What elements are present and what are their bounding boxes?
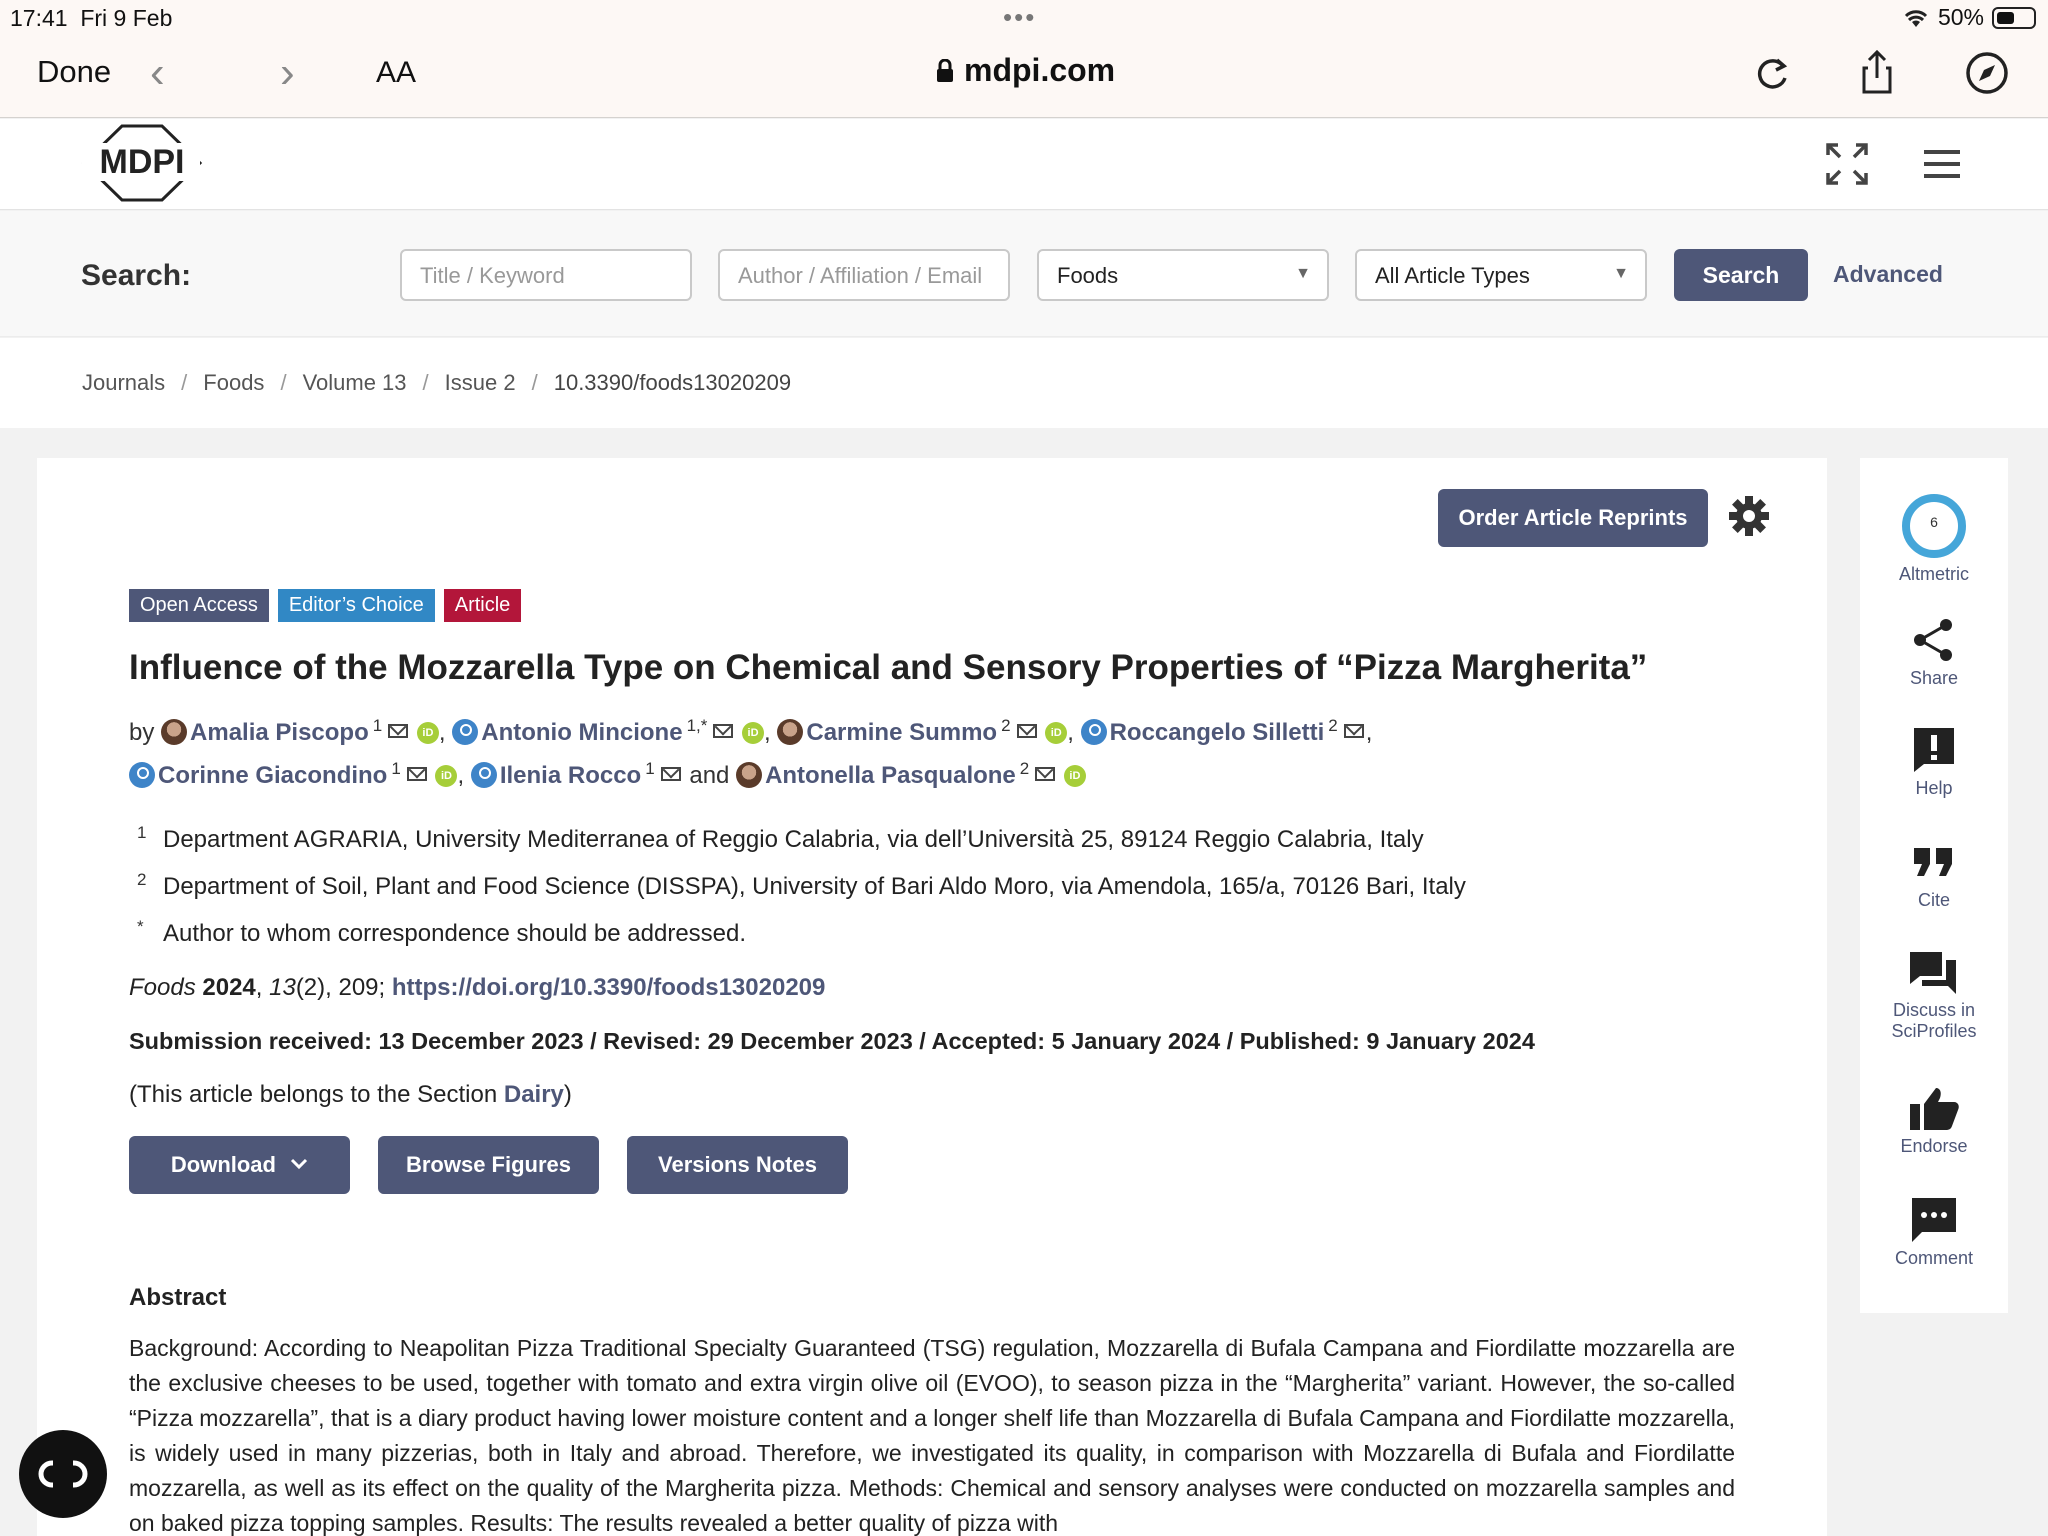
affiliation-item: 1 Department AGRARIA, University Mediterranea of Reggio Calabria, via dell’Università 25, 89124 Reggio Calabria, Italy <box>137 823 1424 853</box>
compass-icon[interactable] <box>1962 48 2012 98</box>
email-icon[interactable] <box>1344 724 1364 738</box>
email-icon[interactable] <box>661 767 681 781</box>
publication-dates: Submission received: 13 December 2023 / Revised: 29 December 2023 / Accepted: 5 January 2024 / Published: 9 January 2024 <box>129 1028 1535 1054</box>
multitask-dots-icon[interactable]: ••• <box>1003 2 1037 32</box>
browse-figures-button[interactable]: Browse Figures <box>378 1136 599 1194</box>
breadcrumb-journals[interactable]: Journals <box>82 370 166 395</box>
affiliation-item: 2 Department of Soil, Plant and Food Science (DISSPA), University of Bari Aldo Moro, via Amendola, 165/a, 70126 Bari, Italy <box>137 870 1466 900</box>
breadcrumb-issue[interactable]: Issue 2 <box>444 370 516 395</box>
author-list: by Amalia Piscopo $^1$ iD , Antonio Mincione $^{1,*}$ iD , Carmine Summo $^2$ iD , Roccangelo Silletti $^2$ , Corinne Giacondino $^1$ iD , Ilenia Rocco $^1$ and Antonella Pasqualone $^2$ iD <box>129 716 1373 789</box>
discuss-button[interactable]: Discuss in SciProfiles <box>1860 948 2008 1042</box>
comment-icon <box>1910 1196 1958 1244</box>
share-sheet-icon[interactable] <box>1852 48 1902 98</box>
editors-choice-badge[interactable]: Editor’s Choice <box>278 589 435 622</box>
email-icon[interactable] <box>407 767 427 781</box>
search-label: Search: <box>81 259 192 292</box>
citation-line: Foods 2024, 13(2), 209; https://doi.org/10.3390/foods13020209 <box>129 974 826 1001</box>
author-link[interactable]: Corinne Giacondino <box>158 762 388 789</box>
fullscreen-icon[interactable] <box>1824 141 1870 187</box>
doi-link[interactable]: https://doi.org/10.3390/foods13020209 <box>391 974 826 1001</box>
section-note: (This article belongs to the Section Dairy) <box>129 1081 572 1108</box>
breadcrumb-doi: 10.3390/foods13020209 <box>553 370 792 395</box>
logo-text: MDPI <box>99 143 185 181</box>
author-link[interactable]: Amalia Piscopo <box>190 719 369 746</box>
status-time: 17:41 Fri 9 Feb <box>10 5 173 31</box>
author-link[interactable]: Ilenia Rocco <box>499 762 642 789</box>
orcid-icon[interactable]: iD <box>417 722 439 744</box>
endorse-button[interactable]: Endorse <box>1860 1084 2008 1157</box>
chevron-down-icon <box>290 1158 308 1170</box>
forum-icon <box>1908 948 1960 996</box>
battery-percent: 50% <box>1937 4 1984 30</box>
article-type-badge: Article <box>444 589 522 622</box>
orcid-icon[interactable]: iD <box>1045 722 1067 744</box>
thumbs-up-icon <box>1908 1084 1960 1132</box>
breadcrumb-bar <box>0 338 2048 428</box>
comment-button[interactable]: Comment <box>1860 1196 2008 1269</box>
section-link[interactable]: Dairy <box>503 1081 564 1108</box>
wifi-icon <box>1902 7 1930 29</box>
order-reprints-button[interactable]: Order Article Reprints <box>1438 489 1708 547</box>
quote-icon <box>1910 838 1958 886</box>
reload-icon[interactable] <box>1748 48 1798 98</box>
email-icon[interactable] <box>1017 724 1037 738</box>
avatar <box>452 719 478 745</box>
abstract-heading: Abstract <box>129 1284 227 1311</box>
article-type-select[interactable] <box>1355 249 1647 301</box>
article-card <box>37 458 1827 1536</box>
avatar <box>471 762 497 788</box>
orcid-icon[interactable]: iD <box>1064 765 1086 787</box>
breadcrumb: Journals / Foods / Volume 13 / Issue 2 / 10.3390/foods13020209 <box>82 370 792 395</box>
author-link[interactable]: Antonio Mincione <box>481 719 683 746</box>
article-badges <box>129 589 521 622</box>
menu-icon[interactable] <box>1919 141 1965 187</box>
cite-button[interactable]: Cite <box>1860 838 2008 911</box>
article-type-value: All Article Types <box>1375 263 1530 288</box>
chevron-down-icon: ▼ <box>1613 265 1629 282</box>
affiliations <box>137 813 1466 954</box>
chevron-down-icon: ▼ <box>1295 265 1311 282</box>
browser-toolbar <box>0 36 2048 118</box>
share-icon <box>1910 616 1958 664</box>
help-button[interactable]: Help <box>1860 726 2008 799</box>
search-bar <box>0 211 2048 337</box>
help-icon <box>1910 726 1958 774</box>
lock-icon <box>936 59 954 83</box>
page-title: Influence of the Mozzarella Type on Chemical and Sensory Properties of “Pizza Margherita” <box>129 648 1648 687</box>
mdpi-logo[interactable] <box>80 123 204 203</box>
email-icon[interactable] <box>1035 767 1055 781</box>
avatar <box>161 719 187 745</box>
advanced-search-link[interactable]: Advanced <box>1833 261 1943 287</box>
url-text: mdpi.com <box>964 52 1116 88</box>
author-link[interactable]: Roccangelo Silletti <box>1109 719 1325 746</box>
versions-notes-button[interactable]: Versions Notes <box>627 1136 848 1194</box>
journal-select-value: Foods <box>1057 263 1119 288</box>
address-bar[interactable] <box>936 52 1115 89</box>
share-button[interactable]: Share <box>1860 616 2008 689</box>
by-label: by <box>129 719 155 746</box>
download-button[interactable]: Download <box>129 1136 350 1194</box>
link-icon <box>19 1430 107 1518</box>
side-toolbar <box>1860 458 2008 1313</box>
author-link[interactable]: Carmine Summo <box>806 719 998 746</box>
orcid-icon[interactable]: iD <box>742 722 764 744</box>
email-icon[interactable] <box>388 724 408 738</box>
altmetric-donut-icon: 6 <box>1902 494 1966 558</box>
battery-icon <box>1992 7 2036 29</box>
done-button[interactable]: Done <box>37 54 112 89</box>
journal-select[interactable] <box>1037 249 1329 301</box>
abstract-text: Background: According to Neapolitan Pizza Traditional Specialty Guaranteed (TSG) regulation, Mozzarella di Bufala Campana and Fiordilatte mozzarella are the exclusive cheeses to be used, together with tomato and extra virgin olive oil (EVOO), to season pizza in the “Margherita” variant. However, the so-called “Pizza mozzarella”, that is a diary product having lower moisture content and a longer shelf life than Mozzarella di Bufala Campana and Fiordilatte mozzarella, is widely used in many pizzerias, both in Italy and abroad. Therefore, we investigated its quality, in comparison with Mozzarella di Bufala and Fiordilatte mozzarella, as well as its effect on the quality of the Margherita pizza. Methods: Chemical and sensory analyses were conducted on mozzarella samples and on baked pizza topping samples. Results: The results revealed a better quality of pizza with <box>129 1335 1735 1536</box>
affiliation-item: * Author to whom correspondence should be addressed. <box>137 917 747 947</box>
avatar <box>736 762 762 788</box>
avatar <box>129 762 155 788</box>
and-label: and <box>689 762 730 789</box>
avatar <box>777 719 803 745</box>
site-header <box>0 119 2048 210</box>
article-actions <box>129 1136 848 1194</box>
altmetric-button[interactable]: 6 Altmetric <box>1860 494 2008 585</box>
email-icon[interactable] <box>713 724 733 738</box>
status-bar <box>0 0 2048 36</box>
breadcrumb-volume[interactable]: Volume 13 <box>302 370 407 395</box>
back-icon[interactable]: ‹ <box>150 48 165 97</box>
floating-action-button[interactable] <box>19 1430 107 1518</box>
search-button[interactable]: Search <box>1674 249 1808 301</box>
gear-icon[interactable] <box>1727 494 1771 538</box>
breadcrumb-foods[interactable]: Foods <box>203 370 265 395</box>
text-size-button[interactable]: AA <box>376 56 417 89</box>
orcid-icon[interactable]: iD <box>435 765 457 787</box>
avatar <box>1081 719 1107 745</box>
forward-icon[interactable]: › <box>280 48 295 97</box>
author-input[interactable]: Author / Affiliation / Email <box>718 249 1010 301</box>
keyword-input[interactable]: Title / Keyword <box>400 249 692 301</box>
open-access-badge: Open Access <box>129 589 269 622</box>
author-link[interactable]: Antonella Pasqualone <box>765 762 1016 789</box>
